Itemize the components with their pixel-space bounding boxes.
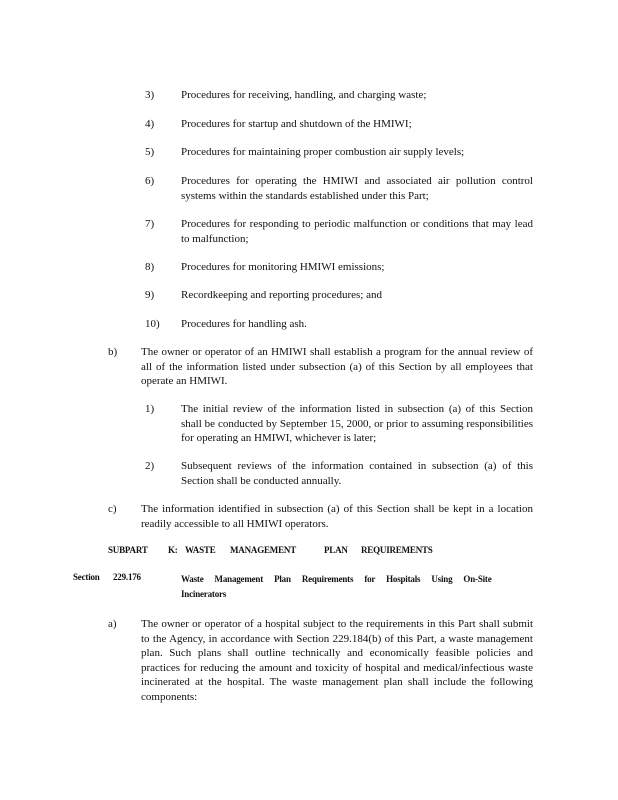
item-text: The information identified in subsection (a) of this Section shall be kept in a location readily accessible to all HMIWI operators. (141, 503, 533, 530)
item-text: The owner or operator of a hospital subject to the requirements in this Part shall submit to the Agency, in accordance with Section 229.184(b) of this Part, a waste management plan. Such plans shall outline technically and economically feasible policies and practices for reducing the amount and toxicity of hospital and medical/infectious waste incinerated at the hospital. The waste management plan shall include the following components: (141, 618, 533, 703)
item-letter: b) (108, 346, 118, 358)
item-text: Procedures for monitoring HMIWI emissions; (181, 261, 385, 273)
item-text: Procedures for startup and shutdown of the HMIWI; (181, 118, 412, 130)
item-number: 2) (145, 460, 155, 472)
section-label: Section (73, 572, 100, 582)
subpart-title-word: WASTE (185, 545, 216, 555)
section-title: Waste Management Plan Requirements for Hospitals Using On-Site Incinerators (181, 574, 492, 599)
item-text: Procedures for handling ash. (181, 318, 307, 330)
item-number: 6) (145, 175, 155, 187)
item-text: Procedures for maintaining proper combustion air supply levels; (181, 146, 465, 158)
subpart-title-word: MANAGEMENT (230, 545, 296, 555)
item-letter: c) (108, 503, 117, 515)
item-number: 3) (145, 89, 155, 101)
item-text: Procedures for responding to periodic malfunction or conditions that may lead to malfunction; (181, 218, 533, 245)
item-number: 4) (145, 118, 155, 130)
item-number: 10) (145, 318, 160, 330)
item-text: Procedures for receiving, handling, and charging waste; (181, 89, 427, 101)
item-number: 5) (145, 146, 155, 158)
subpart-word: SUBPART (108, 545, 148, 555)
subpart-title-word: PLAN (324, 545, 348, 555)
item-text: Procedures for operating the HMIWI and associated air pollution control systems within the standards established under this Part; (181, 175, 533, 202)
subpart-title-word: REQUIREMENTS (361, 545, 433, 555)
item-number: 7) (145, 218, 155, 230)
item-text: Subsequent reviews of the information contained in subsection (a) of this Section shall be conducted annually. (181, 460, 533, 487)
item-number: 1) (145, 403, 155, 415)
item-number: 8) (145, 261, 155, 273)
item-text: The owner or operator of an HMIWI shall establish a program for the annual review of all of the information listed under subsection (a) of this Section by all employees that operate an HMIWI. (141, 346, 533, 387)
subpart-letter: K: (168, 545, 178, 555)
item-text: Recordkeeping and reporting procedures; and (181, 289, 382, 301)
item-letter: a) (108, 618, 117, 630)
section-number: 229.176 (113, 572, 141, 582)
item-number: 9) (145, 289, 155, 301)
item-text: The initial review of the information listed in subsection (a) of this Section shall be conducted by September 15, 2000, or prior to assuming responsibilities for operating an HMIWI, whichever is later; (181, 403, 533, 444)
